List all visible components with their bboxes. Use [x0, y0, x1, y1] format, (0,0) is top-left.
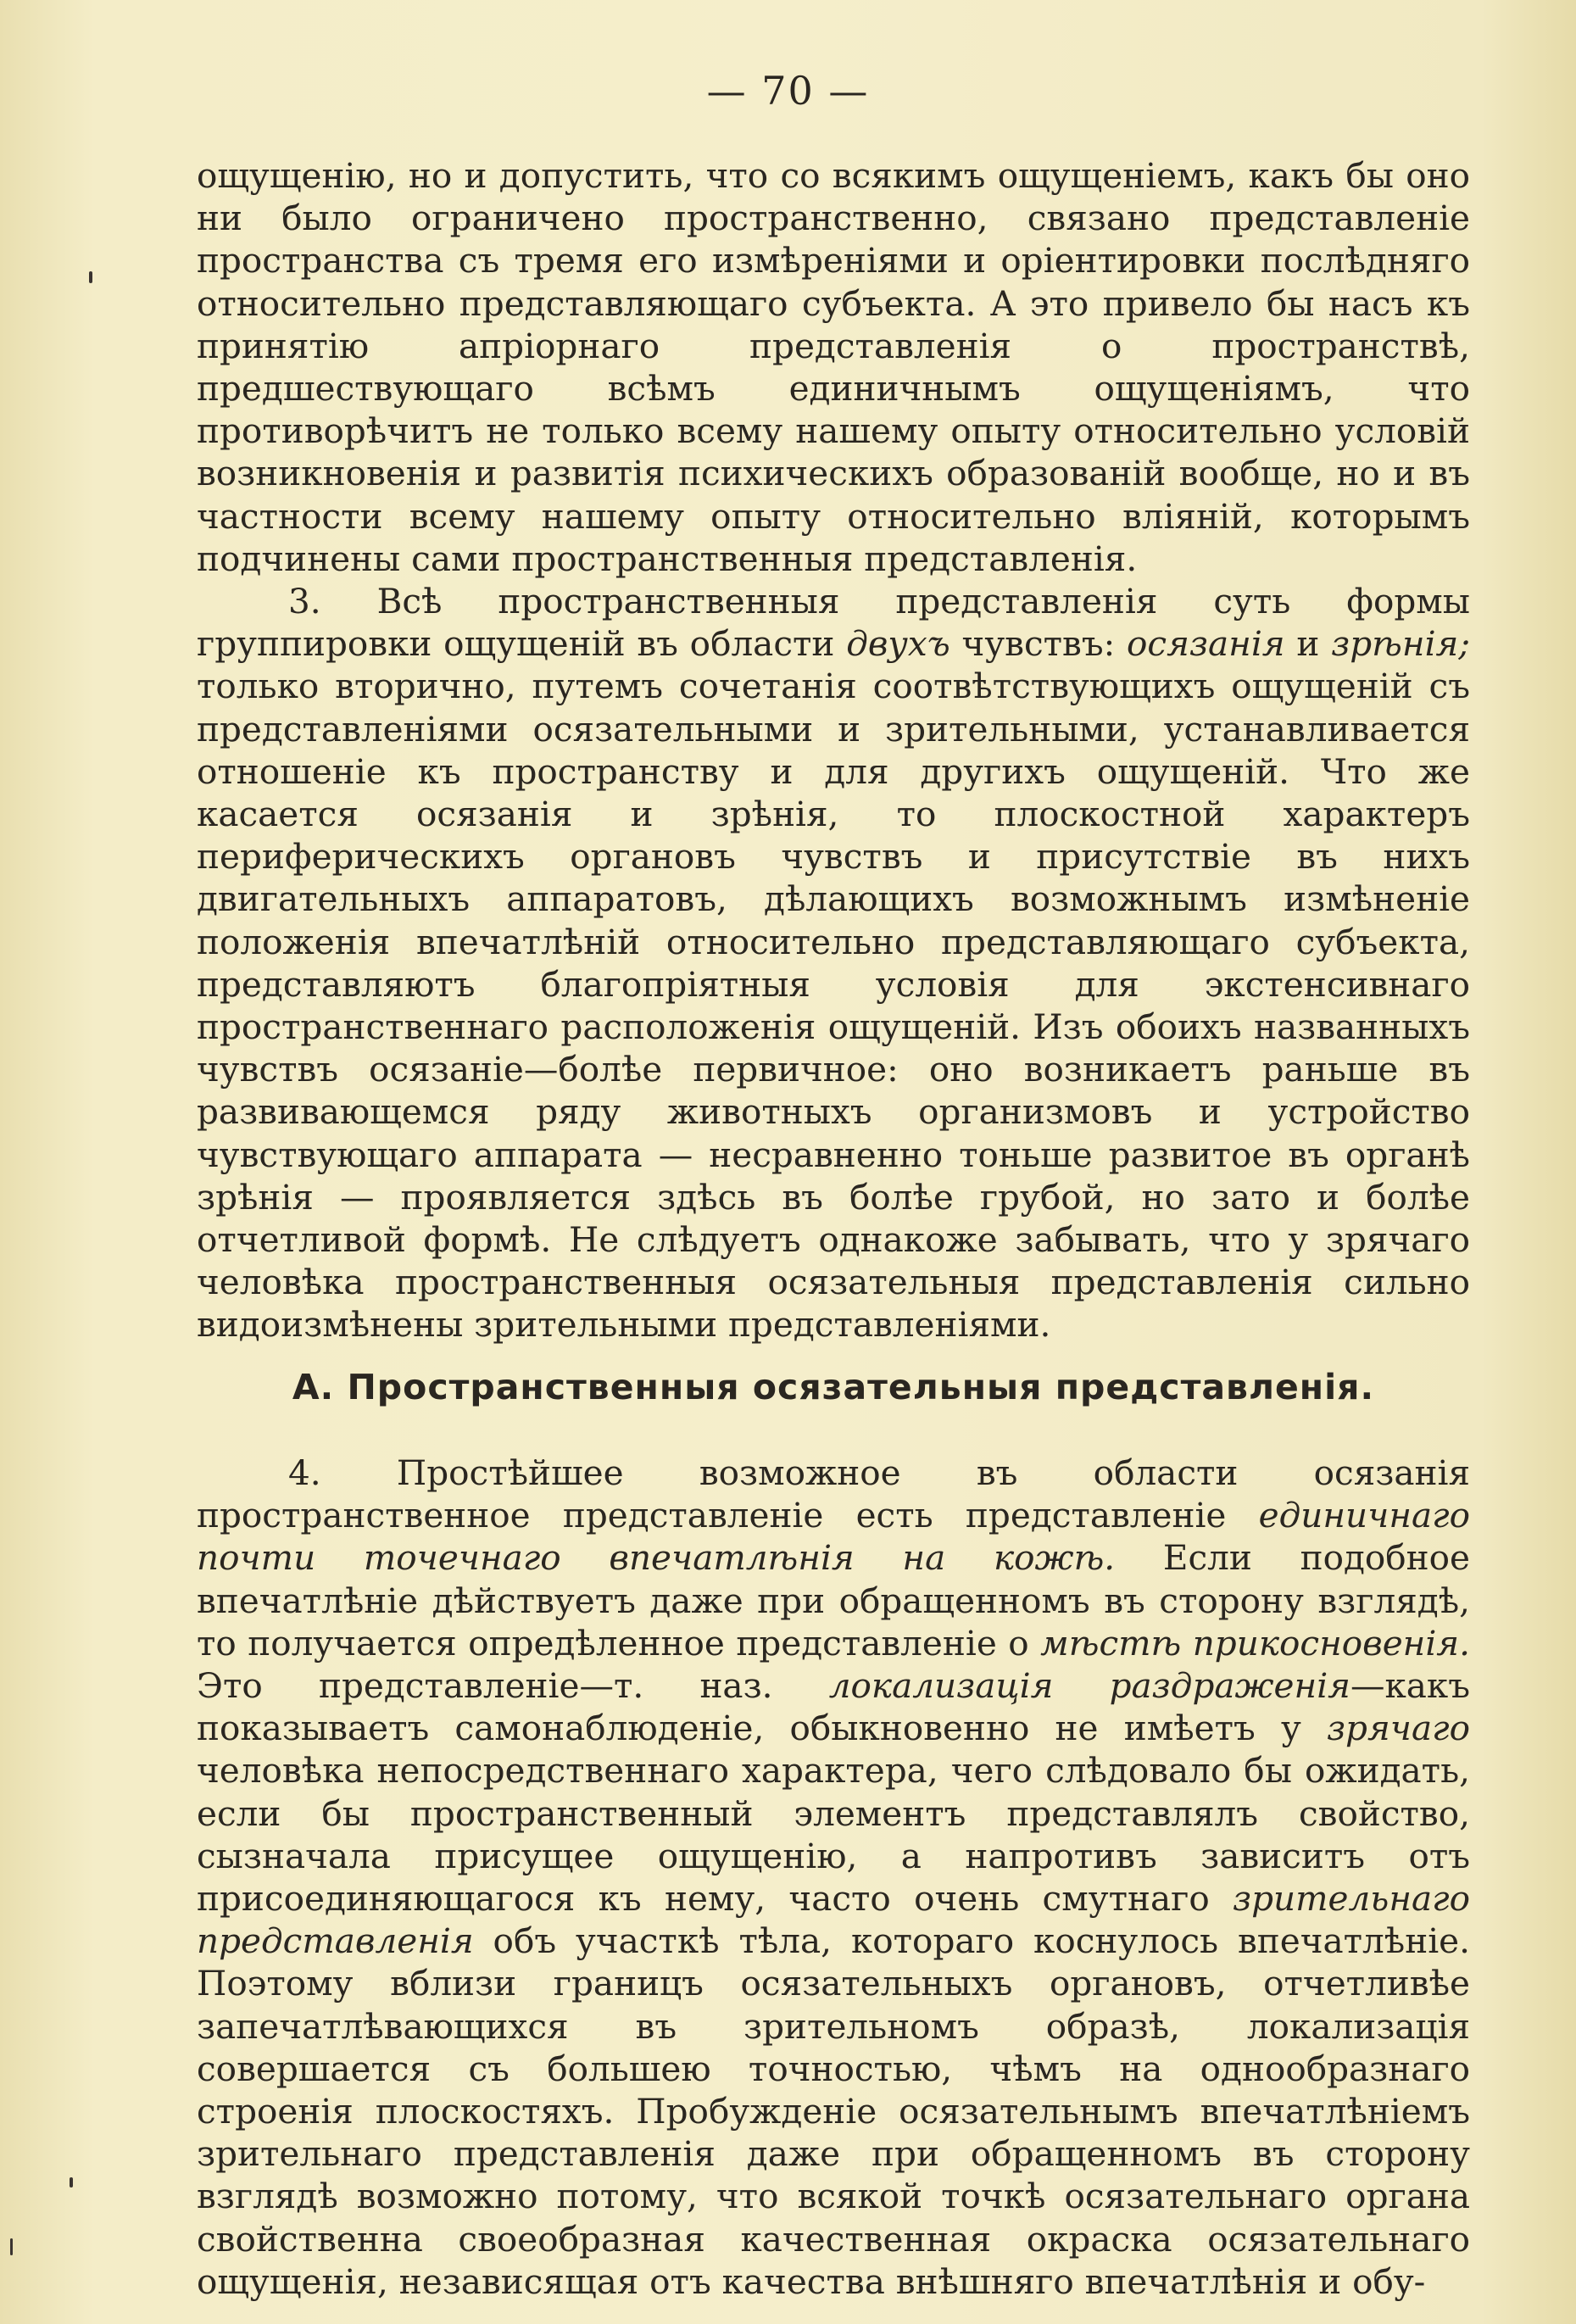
margin-mark: [10, 2238, 13, 2255]
p3-text-1: 3. Всѣ пространственныя представленія суть формы группировки ощущеній въ области: [197, 581, 1470, 665]
section-heading: А. Пространственныя осязательныя представленія.: [292, 1367, 1375, 1407]
margin-mark: [70, 2177, 73, 2187]
p3-emphasis-touch: осязанія: [1127, 623, 1285, 665]
p4-emphasis-3: локализація раздраженія: [828, 1665, 1350, 1707]
p4-emphasis-1: единичнаго почти точечнаго впечатлѣнія на кожѣ.: [197, 1495, 1470, 1579]
paragraph-4: [197, 1452, 1470, 2303]
p4-text-3: Это представленіе—т. наз.: [197, 1665, 829, 1707]
p3-text-3: и: [1284, 623, 1332, 665]
page-number: — 70 —: [706, 68, 870, 114]
margin-mark: [89, 271, 92, 283]
paragraph-3: [197, 580, 1470, 1346]
p4-emphasis-2: мѣстѣ прикосновенія.: [1040, 1622, 1470, 1664]
body-text-top: [197, 154, 1470, 1346]
paragraph-continuation: ощущенію, но и допустить, что со всякимъ ощущеніемъ, какъ бы оно ни было ограничено пространственно, связано представленіе пространства съ тремя его измѣреніями и оріентировки послѣдняго относительно представляющаго субъекта. А это привело бы насъ къ принятію апріорнаго представленія о пространствѣ, предшествующаго всѣмъ единичнымъ ощущеніямъ, что противорѣчитъ не только всему нашему опыту относительно условій возникновенія и развитія психическихъ образованій вообще, но и въ частности всему нашему опыту относительно вліяній, которымъ подчинены сами пространственныя представленія.: [197, 155, 1470, 579]
p4-text-1: 4. Простѣйшее возможное въ области осязанія пространственное представленіе есть представленіе: [197, 1452, 1470, 1536]
body-text-bottom: [197, 1452, 1470, 2303]
p3-text-4: только вторично, путемъ сочетанія соотвѣтствующихъ ощущеній съ представленіями осязательными и зрительными, устанавливается отношеніе къ пространству и для другихъ ощущеній. Что же касается осязанія и зрѣнія, то плоскостной характеръ периферическихъ органовъ чувствъ и присутствіе въ нихъ двигательныхъ аппаратовъ, дѣлающихъ возможнымъ измѣненіе положенія впечатлѣній относительно представляющаго субъекта, представляютъ благопріятныя условія для экстенсивнаго пространственнаго расположенія ощущеній. Изъ обоихъ названныхъ чувствъ осязаніе—болѣе первичное: оно возникаетъ раньше въ развивающемся ряду животныхъ организмовъ и устройство чувствующаго аппарата — несравненно тоньше развитое въ органѣ зрѣнія — проявляется здѣсь въ болѣе грубой, но зато и болѣе отчетливой формѣ. Не слѣдуетъ однакоже забывать, что у зрячаго человѣка пространственныя осязательныя представленія сильно видоизмѣнены зрительными представленіями.: [197, 666, 1470, 1346]
p3-emphasis-vision: зрѣнія;: [1331, 623, 1470, 665]
p4-text-6: объ участкѣ тѣла, котораго коснулось впечатлѣніе. Поэтому вблизи границъ осязательныхъ органовъ, отчетливѣе запечатлѣвающихся въ зрительномъ образѣ, локализація совершается съ большею точностью, чѣмъ на однообразнаго строенія плоскостяхъ. Пробужденіе осязательнымъ впечатлѣніемъ зрительнаго представленія даже при обращенномъ въ сторону взглядѣ возможно потому, что всякой точкѣ осязательнаго органа свойственна своеобразная качественная окраска осязательнаго ощущенія, независящая отъ качества внѣшняго впечатлѣнія и обу-: [197, 1920, 1470, 2302]
p4-text-2: Если подобное впечатлѣніе дѣйствуетъ даже при обращенномъ въ сторону взглядѣ, то получается опредѣленное представленіе о: [197, 1537, 1470, 1664]
p4-emphasis-5: зрительнаго представленія: [197, 1878, 1470, 1962]
p4-text-5: человѣка непосредственнаго характера, чего слѣдовало бы ожидать, если бы пространственный элементъ представлялъ свойство, сызначала присущее ощущенію, а напротивъ зависитъ отъ присоединяющагося къ нему, часто очень смутнаго: [197, 1750, 1470, 1920]
p4-emphasis-4: зрячаго: [1326, 1708, 1470, 1749]
p3-emphasis-two: двухъ: [846, 623, 950, 665]
p3-text-2: чувствъ:: [949, 623, 1128, 665]
p4-text-4: —какъ показываетъ самонаблюденіе, обыкновенно не имѣетъ у: [197, 1665, 1471, 1749]
